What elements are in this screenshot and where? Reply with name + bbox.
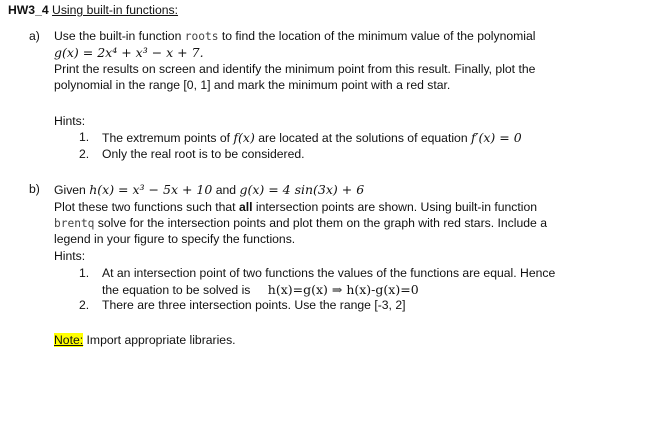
note-line [54,333,236,348]
part-a-hints-label: Hints: [54,114,86,128]
hint-1-pre: The extremum points of [102,131,234,145]
part-a-marker: a) [29,29,40,43]
part-b-line1 [54,182,364,198]
hint-1-expr: f(x) [233,130,255,145]
part-b-hint-1-line1: At an intersection point of two functions the values of the functions are equal. Hence [102,266,556,280]
part-a-line1-text: Use the built-in function [54,29,185,43]
intersection-equation: h(x)=g(x) ⇒ h(x)-g(x)=0 [267,282,419,297]
part-a-hint-1 [102,130,522,146]
part-b-hint-1-line2 [102,282,419,298]
hint-1-line2-pre: the equation to be solved is [102,283,251,297]
part-b-line2-post: intersection points are shown. Using built-in function [252,200,538,214]
roots-code: roots [184,30,219,43]
polynomial-text: g(x) = 2x⁴ + x³ − x + 7. [54,45,204,60]
part-a-hint-2-num: 2. [79,147,90,161]
part-b-line3 [54,216,547,231]
part-b-line2-bold: all [238,200,253,214]
given-word: Given [54,183,90,197]
part-a-line3: Print the results on screen and identify the minimum point from this result. Finally, plot the [54,62,536,76]
part-a-line1 [54,29,536,44]
part-b-line2-pre: Plot these two functions such that [54,200,239,214]
part-b-hint-2: There are three intersection points. Use the range [-3, 2] [102,298,406,312]
polynomial-equation [54,45,204,60]
assignment-title: Using built-in functions: [52,3,179,17]
part-b-hint-1-num: 1. [79,266,90,280]
part-b-line2 [54,200,537,215]
hint-1-eq: f′(x) = 0 [471,130,522,145]
part-b-marker: b) [29,182,40,196]
assignment-label: HW3_4 [8,3,49,17]
part-b-hint-2-num: 2. [79,298,90,312]
part-b-line4: legend in your figure to specify the functions. [54,232,296,246]
part-b-line3-post: solve for the intersection points and plot them on the graph with red stars. Include a [94,216,547,230]
h-definition: h(x) = x³ − 5x + 10 [89,182,213,197]
part-a-line1-post: to find the location of the minimum value of the polynomial [218,29,536,43]
brentq-code: brentq [54,217,95,230]
g-definition: g(x) = 4 sin(3x) + 6 [239,182,365,197]
part-a-hint-2: Only the real root is to be considered. [102,147,305,161]
part-b-hints-label: Hints: [54,249,86,263]
hint-1-mid: are located at the solutions of equation [254,131,471,145]
note-text: Import appropriate libraries. [83,333,236,347]
page-title [8,3,178,18]
note-label: Note: [54,333,84,347]
part-a-line4: polynomial in the range [0, 1] and mark the minimum point with a red star. [54,78,451,92]
and-word: and [212,183,240,197]
part-a-hint-1-num: 1. [79,130,90,144]
